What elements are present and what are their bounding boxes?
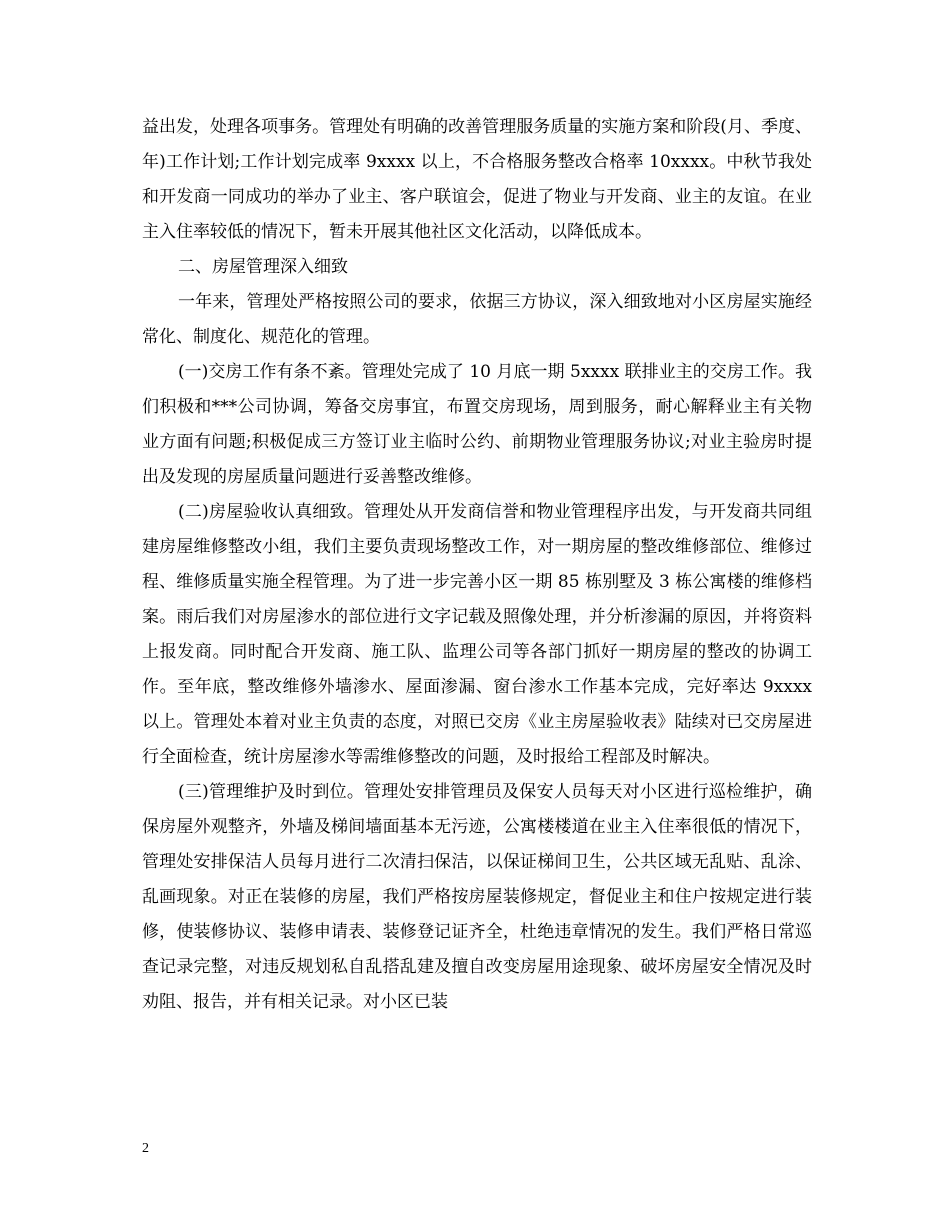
document-body (142, 110, 812, 1020)
section-heading: 二、房屋管理深入细致 (178, 257, 348, 277)
page-number: 2 (142, 1141, 149, 1156)
paragraph: 一年来，管理处严格按照公司的要求，依据三方协议，深入细致地对小区房屋实施经常化、制度化、规范化的管理。 (142, 292, 812, 347)
paragraph: (三)管理维护及时到位。管理处安排管理员及保安人员每天对小区进行巡检维护，确保房屋外观整齐，外墙及梯间墙面基本无污迹，公寓楼楼道在业主入住率很低的情况下，管理处安排保洁人员每月进行二次清扫保洁，以保证梯间卫生，公共区域无乱贴、乱涂、乱画现象。对正在装修的房屋，我们严格按房屋装修规定，督促业主和住户按规定进行装修，使装修协议、装修申请表、装修登记证齐全，杜绝违章情况的发生。我们严格日常巡查记录完整，对违反规划私自乱搭乱建及擅自改变房屋用途现象、破坏房屋安全情况及时劝阻、报告，并有相关记录。对小区已装 (142, 782, 812, 1012)
paragraph: (一)交房工作有条不紊。管理处完成了 10 月底一期 5xxxx 联排业主的交房工作。我们积极和***公司协调，筹备交房事宜，布置交房现场，周到服务，耐心解释业主有关物业方面有问题;积极促成三方签订业主临时公约、前期物业管理服务协议;对业主验房时提出及发现的房屋质量问题进行妥善整改维修。 (142, 362, 812, 487)
paragraph-continuation: 益出发，处理各项事务。管理处有明确的改善管理服务质量的实施方案和阶段(月、季度、年)工作计划;工作计划完成率 9xxxx 以上，不合格服务整改合格率 10xxxx。中秋节我处和开发商一同成功的举办了业主、客户联谊会，促进了物业与开发商、业主的友谊。在业主入住率较低的情况下，暂未开展其他社区文化活动，以降低成本。 (142, 117, 812, 242)
paragraph: (二)房屋验收认真细致。管理处从开发商信誉和物业管理程序出发，与开发商共同组建房屋维修整改小组，我们主要负责现场整改工作，对一期房屋的整改维修部位、维修过程、维修质量实施全程管理。为了进一步完善小区一期 85 栋别墅及 3 栋公寓楼的维修档案。雨后我们对房屋渗水的部位进行文字记载及照像处理，并分析渗漏的原因，并将资料上报发商。同时配合开发商、施工队、监理公司等各部门抓好一期房屋的整改的协调工作。至年底，整改维修外墙渗水、屋面渗漏、窗台渗水工作基本完成，完好率达 9xxxx 以上。管理处本着对业主负责的态度，对照已交房《业主房屋验收表》陆续对已交房屋进行全面检查，统计房屋渗水等需维修整改的问题，及时报给工程部及时解决。 (142, 502, 812, 767)
